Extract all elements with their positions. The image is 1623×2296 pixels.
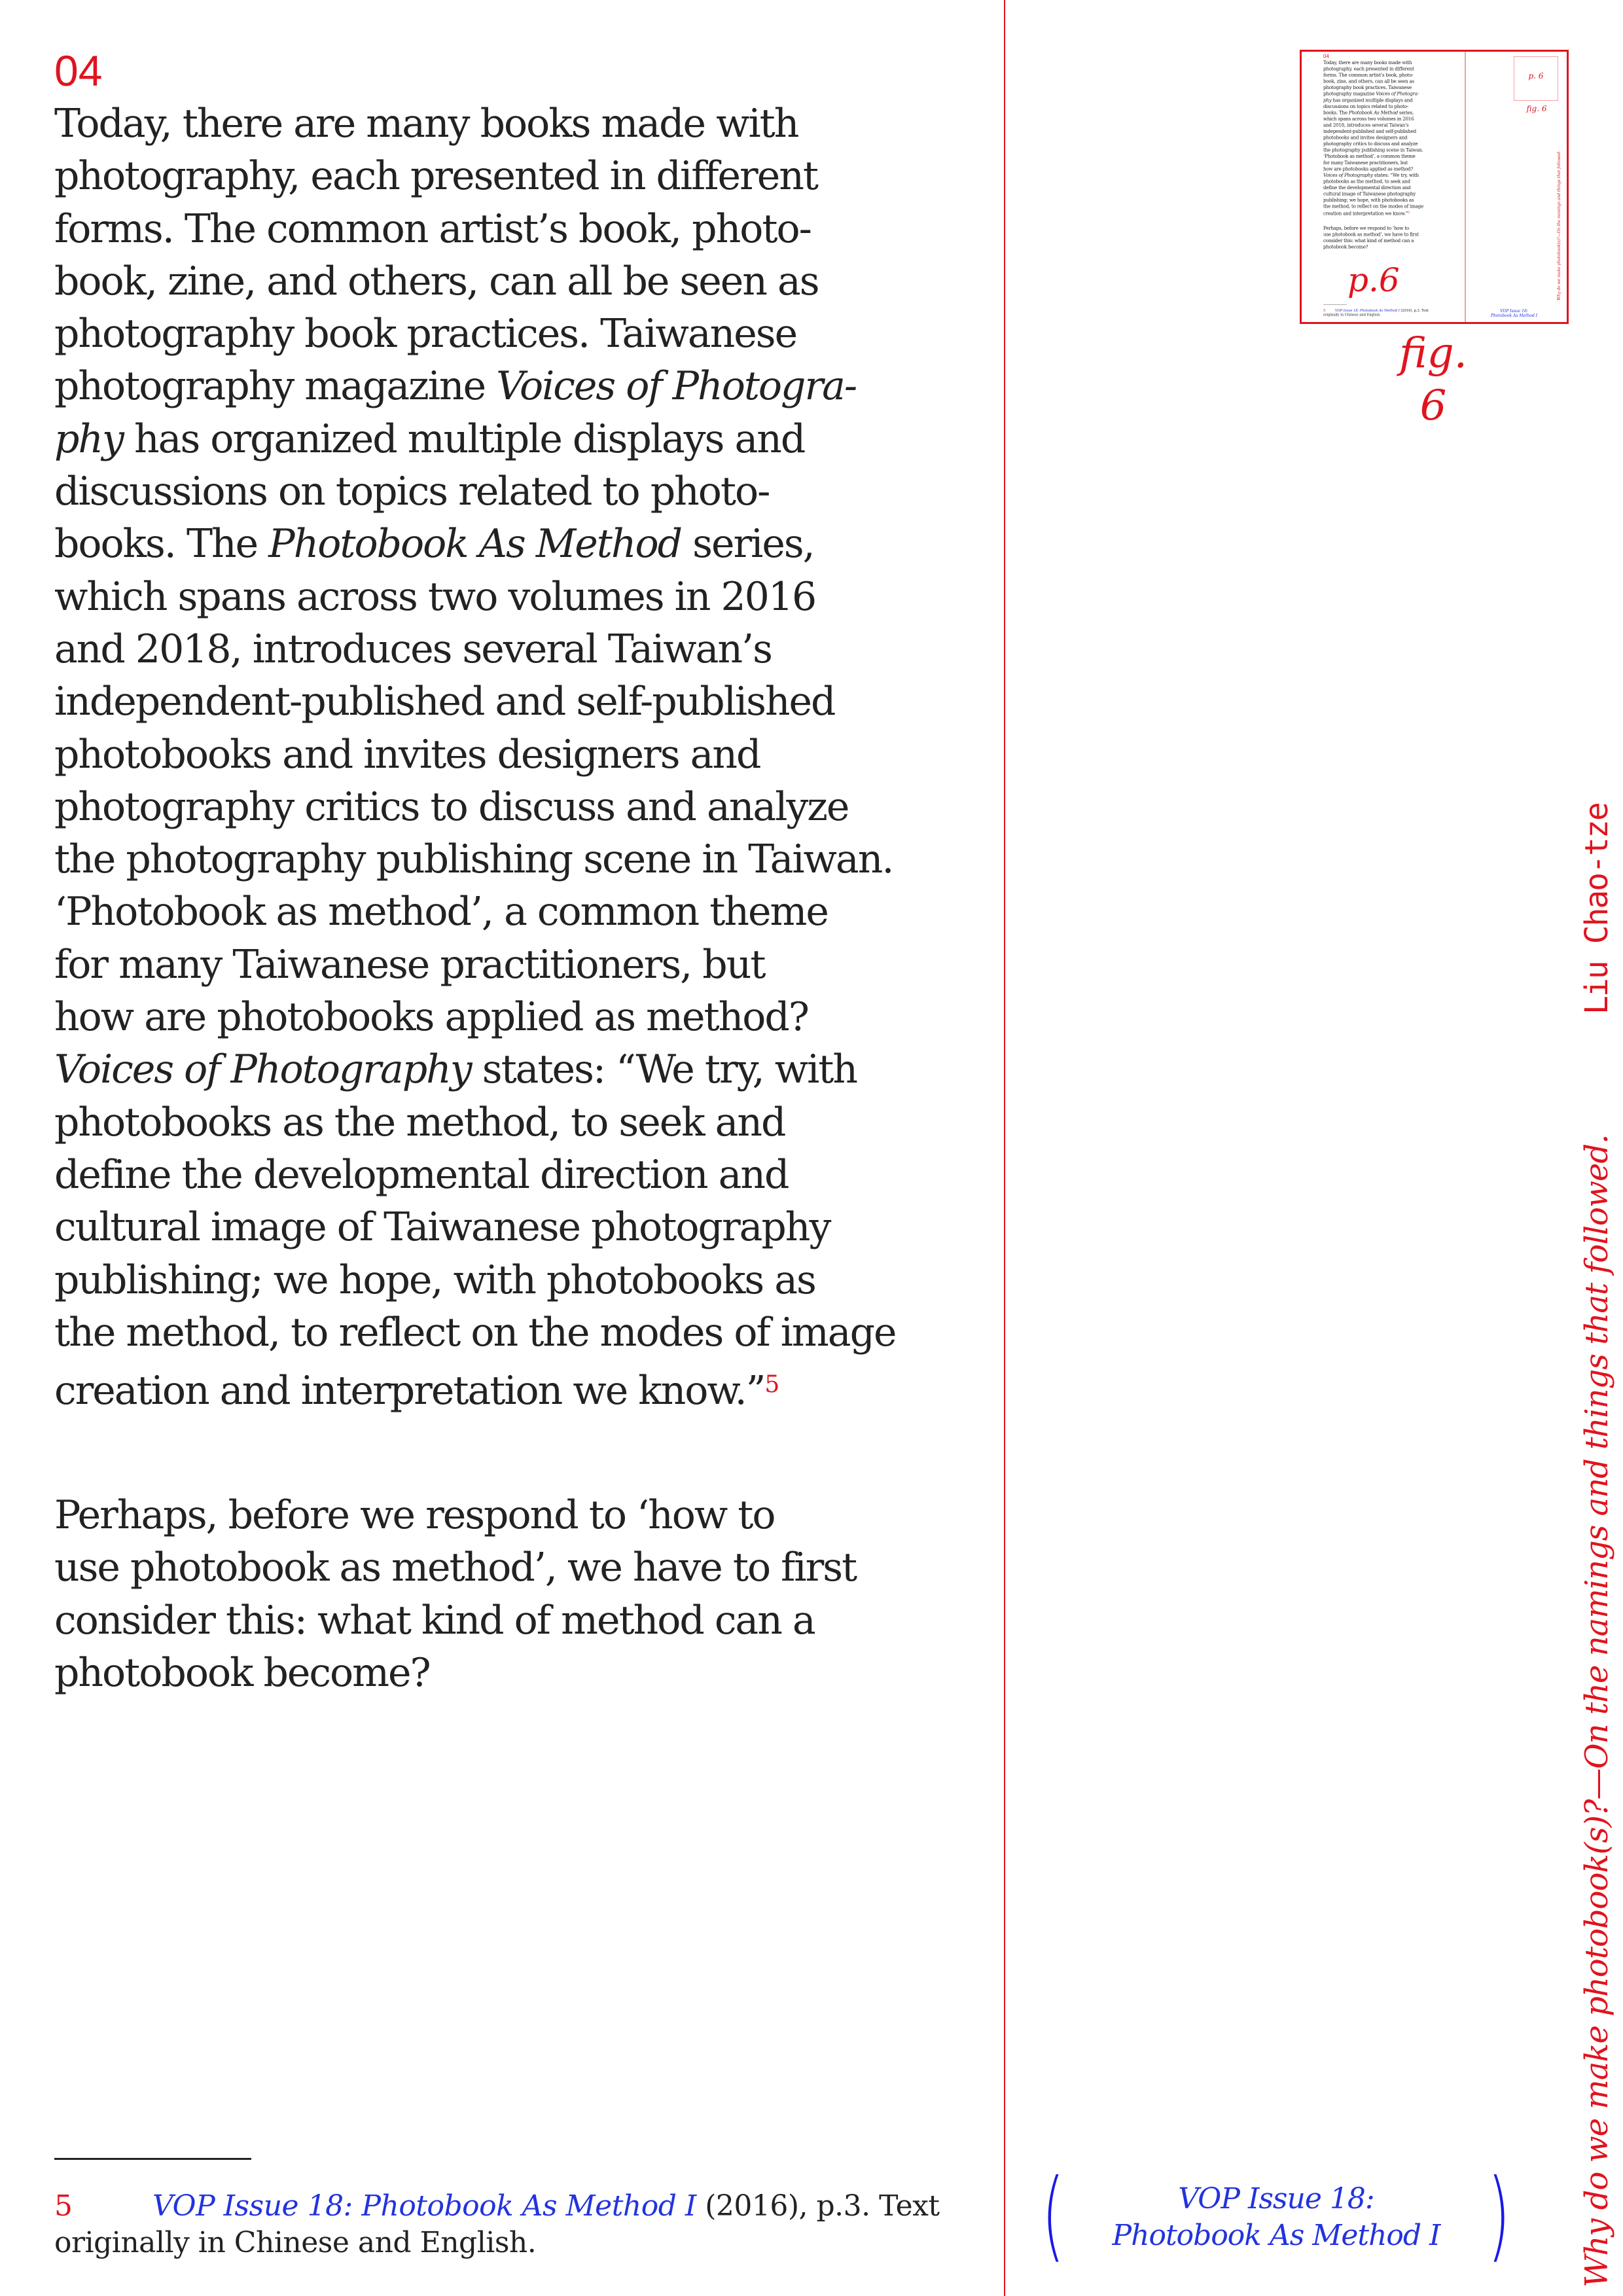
text-segment: series, (681, 521, 814, 567)
text-segment: books. The (1323, 109, 1349, 116)
text-segment: the photography publishing scene in Taiwan. (1323, 147, 1423, 153)
text-segment: the method, to reflect on the modes of image (1323, 204, 1423, 209)
text-line (54, 203, 896, 255)
text-line (54, 518, 896, 570)
thumbnail-page-marker: p.6 (1347, 261, 1400, 299)
text-line (1323, 109, 1423, 116)
italic-text: Photobook As Method (1348, 109, 1399, 116)
running-head-title: Why do we make photobook(s)?—On the namings and things that followed. (1578, 1134, 1615, 2287)
text-segment: has organized multiple displays and (1331, 97, 1413, 103)
text-line (1323, 190, 1423, 197)
text-line (1323, 78, 1423, 84)
text-segment: for many Taiwanese practitioners, but (54, 941, 765, 988)
text-segment: publishing; we hope, with photobooks as (54, 1257, 815, 1303)
text-line (54, 1149, 896, 1201)
text-segment: and 2018, introduces several Taiwan’s (54, 626, 772, 672)
reference-text (1073, 2181, 1479, 2254)
text-line (1323, 128, 1423, 135)
text-segment: cultural image of Taiwanese photography (1323, 191, 1416, 197)
footnote-reference: 5 (1408, 211, 1410, 215)
body-paragraph-1 (54, 98, 896, 1414)
reference-line-2: Photobook As Method I (1112, 2219, 1440, 2252)
text-segment: series, (1398, 109, 1414, 116)
running-head-author: Liu Chao-tze (1578, 803, 1615, 1014)
text-line (54, 150, 896, 202)
thumbnail-reference (1473, 309, 1555, 318)
text-line (1323, 103, 1423, 110)
main-column (54, 46, 997, 2274)
footnote-line-2: originally in Chinese and English. (54, 2226, 537, 2259)
reference-bracket (1034, 2159, 1518, 2272)
footnote-line-2: originally in Chinese and English. (1323, 312, 1381, 317)
text-line (54, 98, 896, 150)
text-segment: which spans across two volumes in 2016 (54, 573, 816, 620)
text-line (1323, 178, 1423, 185)
text-line (1323, 231, 1419, 238)
text-segment: discussions on topics related to photo- (1323, 103, 1408, 109)
footnote-rule (54, 2158, 251, 2160)
text-segment: photography magazine (54, 363, 497, 410)
footnote-source-detail: (2016), p.3. Text (1399, 308, 1429, 313)
text-line (1323, 122, 1423, 128)
text-segment: photography, each presented in different (1323, 65, 1414, 72)
text-segment: consider this: what kind of method can a (1323, 238, 1414, 243)
body-paragraph-1 (1323, 60, 1423, 216)
text-line (1323, 147, 1423, 154)
text-line (54, 465, 896, 518)
text-segment: creation and interpretation we know.” (1323, 210, 1408, 217)
text-segment: states: “We try, with (471, 1047, 857, 1093)
text-line (1323, 172, 1423, 179)
text-segment: books. The (54, 521, 269, 567)
text-line (54, 939, 896, 991)
text-line (1323, 60, 1423, 66)
text-segment: independent-published and self-published (54, 679, 835, 725)
text-line (54, 255, 896, 308)
thumbnail-reference-line-2: Photobook As Method I (1490, 314, 1538, 318)
section-number: 04 (1323, 53, 1329, 60)
text-line (54, 623, 896, 675)
text-line (54, 1306, 896, 1359)
text-line (54, 1359, 896, 1414)
text-line (54, 413, 896, 465)
text-segment: publishing; we hope, with photobooks as (1323, 197, 1414, 203)
reference-line-1: VOP Issue 18: (1178, 2182, 1374, 2215)
text-line (54, 571, 896, 623)
text-segment: Today, there are many books made with (1323, 60, 1412, 65)
text-segment: creation and interpretation we know.” (54, 1368, 765, 1414)
body-paragraph-2 (1323, 225, 1419, 250)
thumbnail-box-label: p. 6 (1528, 71, 1544, 81)
text-segment: which spans across two volumes in 2016 (1323, 116, 1414, 122)
footnote-source-title: VOP Issue 18: Photobook As Method I (152, 2189, 696, 2223)
text-segment: define the developmental direction and (54, 1151, 789, 1198)
text-segment: photobook become? (54, 1649, 430, 1696)
text-line (1323, 185, 1423, 191)
text-segment: states: “We try, with (1372, 172, 1419, 178)
footnote-reference: 5 (764, 1371, 779, 1399)
text-segment: photography book practices. Taiwanese (1323, 84, 1412, 90)
text-segment: forms. The common artist’s book, photo- (54, 206, 811, 252)
text-segment: use photobook as method’, we have to first (1323, 231, 1419, 238)
text-segment: photobooks and invites designers and (54, 731, 760, 778)
italic-text: phy (1323, 97, 1332, 103)
text-line (54, 1201, 896, 1253)
italic-text: Voices of Photogra- (1376, 91, 1419, 97)
text-segment: has organized multiple displays and (122, 416, 805, 462)
text-line (1323, 72, 1423, 79)
text-line (54, 1254, 896, 1306)
section-number: 04 (54, 46, 103, 95)
text-segment: forms. The common artist’s book, photo- (1323, 72, 1414, 78)
text-segment: book, zine, and others, can all be seen as (54, 258, 819, 304)
text-segment: how are photobooks applied as method? (1323, 166, 1414, 172)
text-line (54, 1541, 856, 1594)
body-paragraph-2 (54, 1489, 856, 1699)
text-line (54, 833, 896, 886)
text-line (1323, 141, 1423, 147)
text-line (54, 728, 896, 781)
text-line (1323, 166, 1423, 172)
thumbnail-divider (1465, 52, 1466, 322)
text-line (54, 360, 896, 412)
text-segment: and 2018, introduces several Taiwan’s (1323, 122, 1409, 128)
text-segment: ‘Photobook as method’, a common theme (1323, 153, 1416, 160)
text-segment: define the developmental direction and (1323, 185, 1411, 190)
text-segment: photobooks as the method, to seek and (1323, 178, 1410, 185)
text-line (54, 1096, 896, 1149)
text-line (1323, 91, 1423, 98)
thumbnail-running-title: Why do we make photobook(s)?—On the namings and things that followed. (1557, 151, 1561, 300)
text-line (54, 991, 896, 1043)
text-line (1323, 97, 1423, 103)
text-segment: consider this: what kind of method can a (54, 1597, 815, 1643)
text-segment: discussions on topics related to photo- (54, 469, 770, 515)
text-segment: how are photobooks applied as method? (54, 994, 808, 1041)
text-line (1323, 160, 1423, 166)
text-line (54, 675, 896, 728)
text-segment: photography magazine (1323, 91, 1376, 97)
italic-text: Voices of Photography (54, 1047, 471, 1093)
figure-caption: fig. 6 (1399, 329, 1467, 430)
text-line (54, 781, 896, 833)
footnote-number: 5 (1323, 308, 1326, 313)
text-line (54, 886, 896, 938)
text-line (1323, 204, 1423, 210)
text-line (1323, 197, 1423, 204)
text-line (54, 308, 896, 360)
thumbnail-fig-label: fig. 6 (1526, 104, 1547, 113)
footnote (1323, 308, 1429, 317)
thumbnail-reference-line-1: VOP Issue 18: (1500, 309, 1528, 314)
footnote-source-detail: (2016), p.3. Text (696, 2189, 940, 2223)
text-segment: photography critics to discuss and analyze (54, 783, 849, 830)
text-line (54, 1043, 896, 1096)
right-parenthesis-icon: ) (1488, 2159, 1511, 2272)
text-segment: photography, each presented in different (54, 153, 817, 200)
text-segment: the photography publishing scene in Taiwan. (54, 836, 893, 883)
text-line (1323, 238, 1419, 244)
italic-text: phy (54, 416, 123, 462)
text-segment: independent-published and self-published (1323, 128, 1416, 134)
text-line (1323, 225, 1419, 232)
text-segment: cultural image of Taiwanese photography (54, 1204, 830, 1251)
text-segment: book, zine, and others, can all be seen as (1323, 79, 1414, 84)
italic-text: Photobook As Method (268, 521, 682, 567)
footnote-number: 5 (54, 2189, 73, 2223)
text-line (1323, 65, 1423, 72)
text-segment: photobooks and invites designers and (1323, 135, 1408, 141)
thumbnail-figure-box (1514, 56, 1558, 101)
text-segment: the method, to reflect on the modes of image (54, 1309, 896, 1355)
text-segment: photography book practices. Taiwanese (54, 311, 797, 357)
text-line (1323, 84, 1423, 91)
text-line (1323, 134, 1423, 141)
italic-text: Voices of Photography (1323, 172, 1373, 178)
text-segment: photography critics to discuss and analyze (1323, 141, 1418, 147)
text-segment: photobooks as the method, to seek and (54, 1099, 785, 1145)
text-segment: Today, there are many books made with (54, 101, 798, 147)
left-parenthesis-icon: ( (1041, 2159, 1065, 2272)
text-line (1323, 153, 1423, 160)
text-segment: use photobook as method’, we have to first (54, 1545, 857, 1591)
text-segment: Perhaps, before we respond to ‘how to (1323, 225, 1409, 231)
text-line (1323, 209, 1423, 216)
text-line (1323, 116, 1423, 122)
italic-text: Voices of Photogra- (496, 363, 857, 410)
text-line (1323, 243, 1419, 250)
text-segment: Perhaps, before we respond to ‘how to (54, 1492, 775, 1538)
text-segment: ‘Photobook as method’, a common theme (54, 889, 828, 935)
footnote-source-title: VOP Issue 18: Photobook As Method I (1334, 308, 1400, 313)
text-line (54, 1489, 856, 1541)
text-line (54, 1647, 856, 1699)
figure-thumbnail (1300, 50, 1569, 324)
page-divider (1004, 0, 1005, 2296)
text-segment: photobook become? (1323, 244, 1368, 250)
text-line (54, 1594, 856, 1647)
footnote (54, 2188, 940, 2261)
text-segment: for many Taiwanese practitioners, but (1323, 160, 1408, 166)
